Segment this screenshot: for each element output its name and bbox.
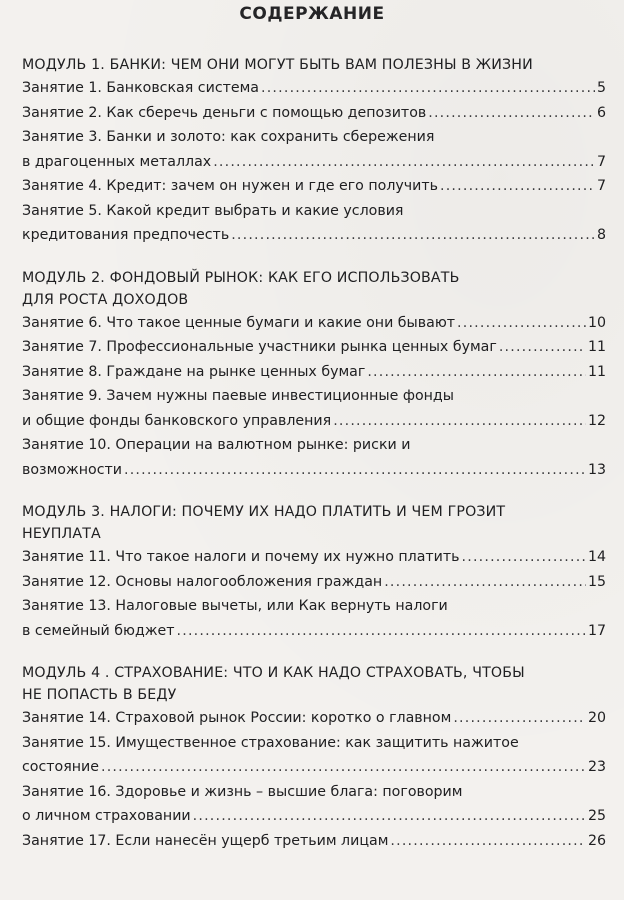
page-number: 14 — [587, 549, 606, 565]
dot-leader — [440, 174, 595, 199]
toc-entry — [22, 125, 606, 174]
page-number: 10 — [587, 314, 606, 331]
entry-text: Занятие 16. Здоровье и жизнь – высшие блага: поговорим — [22, 783, 463, 800]
entry-line — [22, 174, 606, 199]
entry-text: в драгоценных металлах — [22, 153, 212, 170]
dot-leader — [453, 706, 586, 731]
dot-leader — [367, 360, 586, 385]
entry-text: Занятие 7. Профессиональные участники рынка ценных бумаг — [22, 339, 497, 355]
page-number: 17 — [587, 622, 606, 639]
dot-leader — [333, 409, 586, 434]
page-number: 25 — [587, 808, 606, 824]
module-heading: НЕ ПОПАСТЬ В БЕДУ — [22, 687, 177, 703]
page-number: 11 — [587, 339, 606, 355]
page-number: 8 — [596, 227, 606, 243]
entry-text: состояние — [22, 759, 99, 775]
page-title: СОДЕРЖАНИЕ — [239, 4, 385, 24]
toc-entry — [22, 594, 606, 643]
entry-text: Занятие 12. Основы налогообложения граждан — [22, 573, 383, 590]
page-number: 6 — [596, 104, 606, 121]
dot-leader — [193, 804, 586, 829]
entry-text: Занятие 4. Кредит: зачем он нужен и где его получить — [22, 178, 439, 194]
entry-text: Занятие 13. Налоговые вычеты, или Как вернуть налоги — [22, 598, 448, 614]
toc-module — [22, 662, 606, 853]
entry-line — [22, 101, 606, 126]
page-number: 7 — [596, 178, 606, 194]
toc-entry — [22, 433, 606, 482]
entry-text: Занятие 14. Страховой рынок России: коротко о главном — [22, 710, 452, 726]
entry-line — [22, 360, 606, 385]
module-heading: ДЛЯ РОСТА ДОХОДОВ — [22, 291, 189, 308]
entry-text: Занятие 11. Что такое налоги и почему их нужно платить — [22, 549, 460, 565]
toc-entry — [22, 545, 606, 570]
toc-module — [22, 54, 606, 248]
dot-leader — [231, 223, 595, 248]
toc-module — [22, 501, 606, 643]
page-number: 12 — [587, 412, 606, 429]
toc-entry — [22, 706, 606, 731]
entry-line — [22, 458, 606, 483]
toc-entry — [22, 335, 606, 360]
entry-text: Занятие 3. Банки и золото: как сохранить сбережения — [22, 129, 435, 145]
dot-leader — [390, 829, 586, 854]
toc-entry — [22, 76, 606, 101]
dot-leader — [499, 335, 586, 360]
toc-entry — [22, 174, 606, 199]
module-heading: МОДУЛЬ 1. БАНКИ: ЧЕМ ОНИ МОГУТ БЫТЬ ВАМ ПОЛЕЗНЫ В ЖИЗНИ — [22, 57, 533, 73]
module-heading: МОДУЛЬ 2. ФОНДОВЫЙ РЫНОК: КАК ЕГО ИСПОЛЬЗОВАТЬ — [22, 269, 460, 286]
dot-leader — [428, 101, 595, 126]
entry-text: Занятие 5. Какой кредит выбрать и какие условия — [22, 202, 404, 219]
toc-entry — [22, 311, 606, 336]
entry-line — [22, 706, 606, 731]
entry-line — [22, 76, 606, 101]
module-heading: МОДУЛЬ 3. НАЛОГИ: ПОЧЕМУ ИХ НАДО ПЛАТИТЬ И ЧЕМ ГРОЗИТ — [22, 504, 506, 520]
page-number: 23 — [587, 759, 606, 775]
page-number: 11 — [587, 363, 606, 380]
page-number: 13 — [587, 461, 606, 478]
entry-line — [22, 223, 606, 248]
toc-entry — [22, 780, 606, 829]
dot-leader — [124, 458, 586, 483]
dot-leader — [457, 311, 586, 336]
toc-entry — [22, 731, 606, 780]
toc-entry — [22, 199, 606, 248]
page-number: 20 — [587, 710, 606, 726]
toc-entry — [22, 829, 606, 854]
toc-entry — [22, 101, 606, 126]
page-number: 5 — [596, 80, 606, 96]
entry-line — [22, 755, 606, 780]
dot-leader — [261, 76, 595, 101]
entry-text: в семейный бюджет — [22, 622, 175, 639]
entry-line — [22, 150, 606, 175]
entry-line — [22, 570, 606, 595]
toc-entry — [22, 570, 606, 595]
dot-leader — [177, 619, 586, 644]
entry-text: Занятие 17. Если нанесён ущерб третьим лицам — [22, 832, 389, 849]
toc-entry — [22, 384, 606, 433]
dot-leader — [101, 755, 586, 780]
entry-text: Занятие 8. Граждане на рынке ценных бумаг — [22, 363, 366, 380]
page-number: 15 — [587, 573, 606, 590]
module-heading: МОДУЛЬ 4 . СТРАХОВАНИЕ: ЧТО И КАК НАДО СТРАХОВАТЬ, ЧТОБЫ — [22, 665, 525, 681]
dot-leader — [462, 545, 586, 570]
entry-text: Занятие 6. Что такое ценные бумаги и какие они бывают — [22, 314, 456, 331]
page-number: 7 — [596, 153, 606, 170]
entry-text: возможности — [22, 461, 122, 478]
entry-text: Занятие 15. Имущественное страхование: как защитить нажитое — [22, 734, 519, 751]
entry-text: о личном страховании — [22, 808, 191, 824]
entry-line — [22, 409, 606, 434]
entry-line — [22, 619, 606, 644]
dot-leader — [384, 570, 586, 595]
toc-module — [22, 267, 606, 483]
toc-entry — [22, 360, 606, 385]
entry-text: Занятие 2. Как сберечь деньги с помощью депозитов — [22, 104, 427, 121]
entry-line — [22, 804, 606, 829]
module-heading: НЕУПЛАТА — [22, 526, 101, 542]
entry-text: Занятие 9. Зачем нужны паевые инвестиционные фонды — [22, 388, 454, 404]
entry-text: Занятие 10. Операции на валютном рынке: риски и — [22, 437, 411, 453]
entry-text: и общие фонды банковского управления — [22, 412, 332, 429]
entry-line — [22, 829, 606, 854]
page-number: 26 — [587, 832, 606, 849]
table-of-contents — [22, 54, 606, 872]
entry-line — [22, 311, 606, 336]
entry-line — [22, 545, 606, 570]
dot-leader — [213, 150, 595, 175]
entry-line — [22, 335, 606, 360]
entry-text: Занятие 1. Банковская система — [22, 80, 260, 96]
entry-text: кредитования предпочесть — [22, 227, 230, 243]
